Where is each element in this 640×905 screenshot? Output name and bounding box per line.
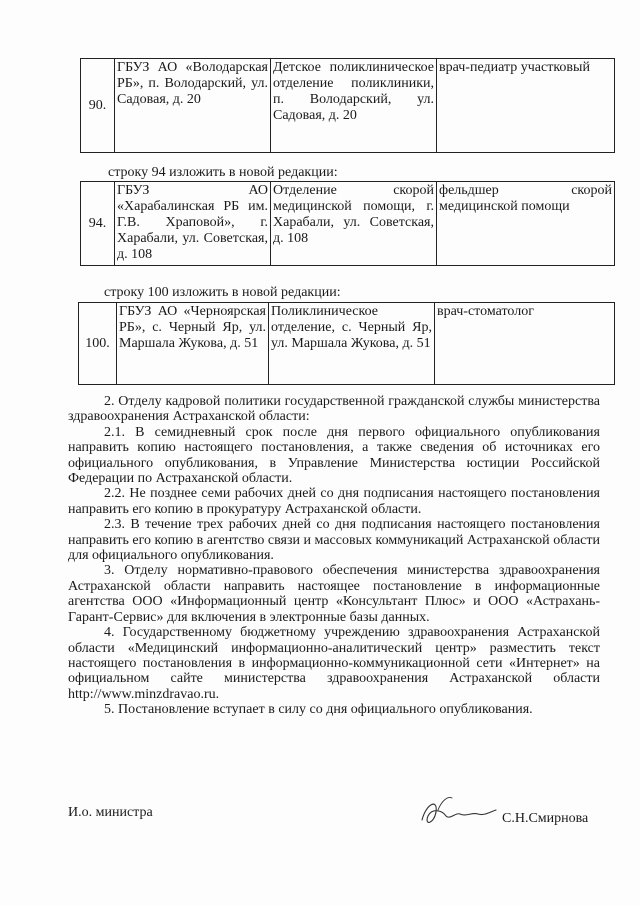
- table-row-90: [80, 58, 615, 153]
- paragraph-5: 5. Постановление вступает в силу со дня официального опубликования.: [104, 702, 533, 718]
- caption-row-100: строку 100 изложить в новой редакции:: [104, 285, 341, 300]
- paragraph-3: 3. Отделу нормативно-правового обеспечения министерства здравоохранения Астраханской области направить настоящее постановление в информационные агентства ООО «Информационный центр «Консультант Плюс» и ООО «Астрахань-Гарант-Сервис» для включения в электронные базы данных.: [68, 563, 600, 625]
- paragraph-2-2: 2.2. Не позднее семи рабочих дней со дня подписания настоящего постановления направить его копию в прокуратуру Астраханской области.: [68, 486, 600, 517]
- unit-cell: Детское поликлиническое отделение поликлиники, п. Володарский, ул. Садовая, д. 20: [271, 59, 437, 153]
- paragraph-2-3: 2.3. В течение трех рабочих дней со дня подписания настоящего постановления направить его копию в агентство связи и массовых коммуникаций Астраханской области для официального опубликования.: [68, 517, 600, 564]
- table-row-94: [80, 181, 615, 266]
- resolution-body: [68, 394, 600, 718]
- row-number: 100.: [79, 303, 117, 385]
- organization-cell: ГБУЗ АО «Володарская РБ», п. Володарский, ул. Садовая, д. 20: [115, 59, 271, 153]
- table-row-100: [78, 302, 615, 385]
- handwritten-signature: [416, 790, 500, 834]
- position-cell: врач-педиатр участковый: [437, 59, 615, 153]
- position-cell: фельдшер скорой медицинской помощи: [437, 182, 615, 266]
- paragraph-2-1: 2.1. В семидневный срок после дня первого официального опубликования направить копию настоящего постановления, а также сведения об источниках его официального опубликования, в Управление Министерства юстиции Российской Федерации по Астраханской области.: [68, 424, 600, 487]
- organization-cell: ГБУЗ АО «Черноярская РБ», с. Черный Яр, ул. Маршала Жукова, д. 51: [117, 303, 269, 385]
- row-number: 90.: [81, 59, 115, 153]
- paragraph-2: 2. Отделу кадровой политики государственной гражданской службы министерства здравоохранения Астраханской области:: [68, 394, 600, 425]
- unit-cell: Отделение скорой медицинской помощи, г. Харабали, ул. Советская, д. 108: [271, 182, 437, 266]
- paragraph-4: 4. Государственному бюджетному учреждению здравоохранения Астраханской области «Медицинский информационно-аналитический центр» разместить текст настоящего постановления в информационно-коммуникационной сети «Интернет» на официальном сайте министерства здравоохранения Астраханской области http://www.minzdravao.ru.: [68, 625, 600, 702]
- row-number: 94.: [81, 182, 115, 266]
- signatory-name: С.Н.Смирнова: [502, 811, 589, 826]
- organization-cell: ГБУЗ АО «Харабалинская РБ им. Г.В. Храповой», г. Харабали, ул. Советская, д. 108: [115, 182, 271, 266]
- position-cell: врач-стоматолог: [435, 303, 615, 385]
- caption-row-94: строку 94 изложить в новой редакции:: [108, 165, 338, 180]
- unit-cell: Поликлиническое отделение, с. Черный Яр, ул. Маршала Жукова, д. 51: [269, 303, 435, 385]
- signatory-role: И.о. министра: [68, 805, 153, 820]
